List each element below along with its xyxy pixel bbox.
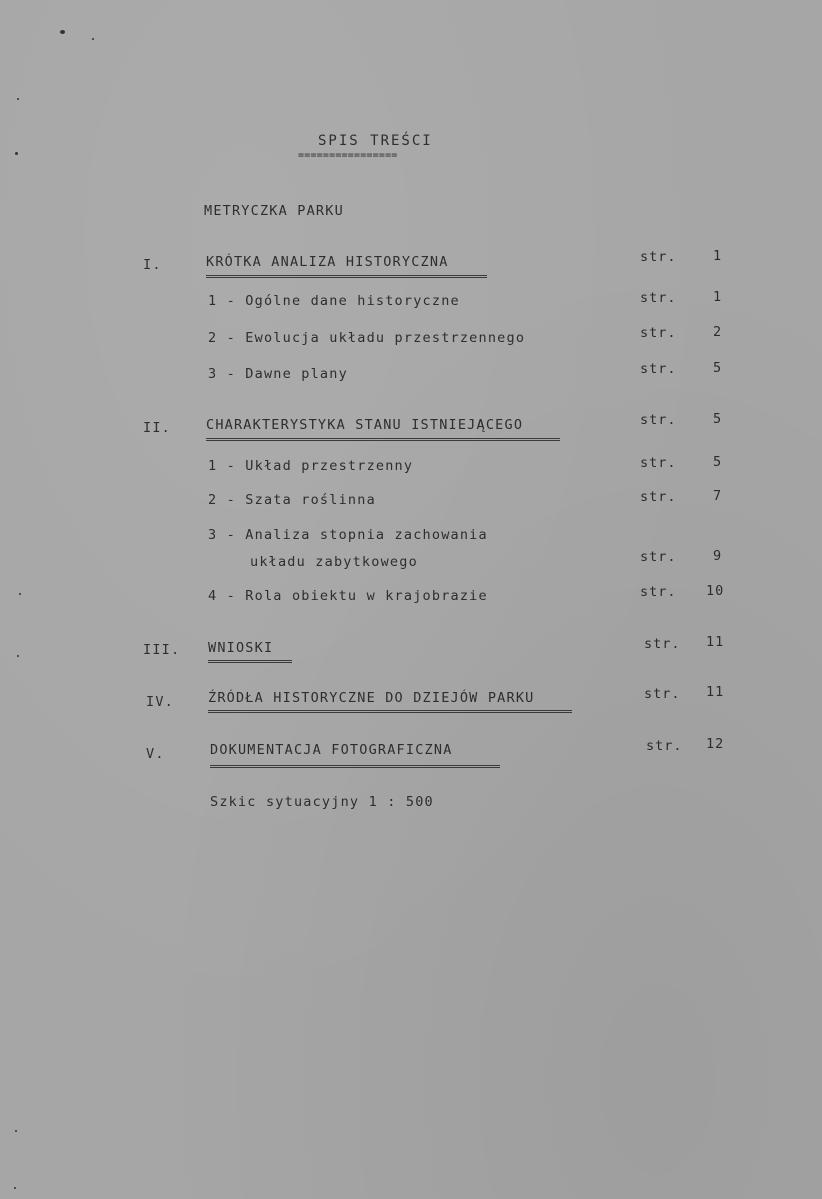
page-label: str. xyxy=(640,584,677,600)
page-label: str. xyxy=(644,636,681,652)
section-heading: DOKUMENTACJA FOTOGRAFICZNA xyxy=(210,742,453,758)
section-numeral: III. xyxy=(143,642,181,658)
section-heading: KRÓTKA ANALIZA HISTORYCZNA xyxy=(206,254,449,270)
page-number: 5 xyxy=(713,411,723,427)
toc-title: SPIS TREŚCI xyxy=(318,133,433,149)
page-number: 11 xyxy=(706,684,725,700)
page-label: str. xyxy=(640,361,677,377)
toc-item: 3 - Analiza stopnia zachowania xyxy=(208,527,488,543)
scan-speck xyxy=(92,38,94,40)
toc-item: 3 - Dawne plany xyxy=(208,366,348,382)
scan-speck xyxy=(15,1130,17,1132)
page-label: str. xyxy=(640,249,677,265)
page-number: 9 xyxy=(713,548,723,564)
page-number: 2 xyxy=(713,324,723,340)
page-label: str. xyxy=(640,549,677,565)
page-number: 1 xyxy=(713,289,723,305)
page-label: str. xyxy=(640,412,677,428)
section-heading: CHARAKTERYSTYKA STANU ISTNIEJĄCEGO xyxy=(206,417,524,433)
scan-speck xyxy=(15,152,18,155)
page-label: str. xyxy=(640,455,677,471)
scan-speck xyxy=(17,98,19,100)
toc-item: 4 - Rola obiektu w krajobrazie xyxy=(208,588,488,604)
toc-item: 1 - Ogólne dane historyczne xyxy=(208,293,460,309)
section-numeral: I. xyxy=(143,257,162,273)
page-label: str. xyxy=(640,290,677,306)
page-number: 7 xyxy=(713,488,723,504)
section-underline xyxy=(208,710,572,713)
page-label: str. xyxy=(640,489,677,505)
section-numeral: II. xyxy=(143,420,171,436)
scan-speck xyxy=(19,593,21,595)
section-numeral: IV. xyxy=(146,694,174,710)
page-label: str. xyxy=(646,738,683,754)
section-numeral: V. xyxy=(146,746,165,762)
toc-item: 2 - Szata roślinna xyxy=(208,492,376,508)
section-underline xyxy=(206,438,560,441)
toc-item: 1 - Układ przestrzenny xyxy=(208,458,414,474)
metryczka-heading: METRYCZKA PARKU xyxy=(204,203,344,219)
section-heading: WNIOSKI xyxy=(208,640,274,656)
page-label: str. xyxy=(644,686,681,702)
title-underline: ================ xyxy=(298,150,398,161)
sketch-note: Szkic sytuacyjny 1 : 500 xyxy=(210,794,434,810)
page-number: 5 xyxy=(713,360,723,376)
toc-item: 2 - Ewolucja układu przestrzennego xyxy=(208,330,526,346)
page-number: 11 xyxy=(706,634,725,650)
page-number: 5 xyxy=(713,454,723,470)
section-underline xyxy=(206,275,487,278)
scan-speck xyxy=(14,1187,16,1189)
page-number: 1 xyxy=(713,248,723,264)
page-number: 12 xyxy=(706,736,725,752)
section-heading: ŹRÓDŁA HISTORYCZNE DO DZIEJÓW PARKU xyxy=(208,690,535,706)
section-underline xyxy=(208,660,292,663)
page-number: 10 xyxy=(706,583,725,599)
toc-item-continuation: układu zabytkowego xyxy=(250,554,418,570)
section-underline xyxy=(210,765,500,768)
page-label: str. xyxy=(640,325,677,341)
scan-speck xyxy=(60,30,65,34)
scan-speck xyxy=(17,655,19,657)
